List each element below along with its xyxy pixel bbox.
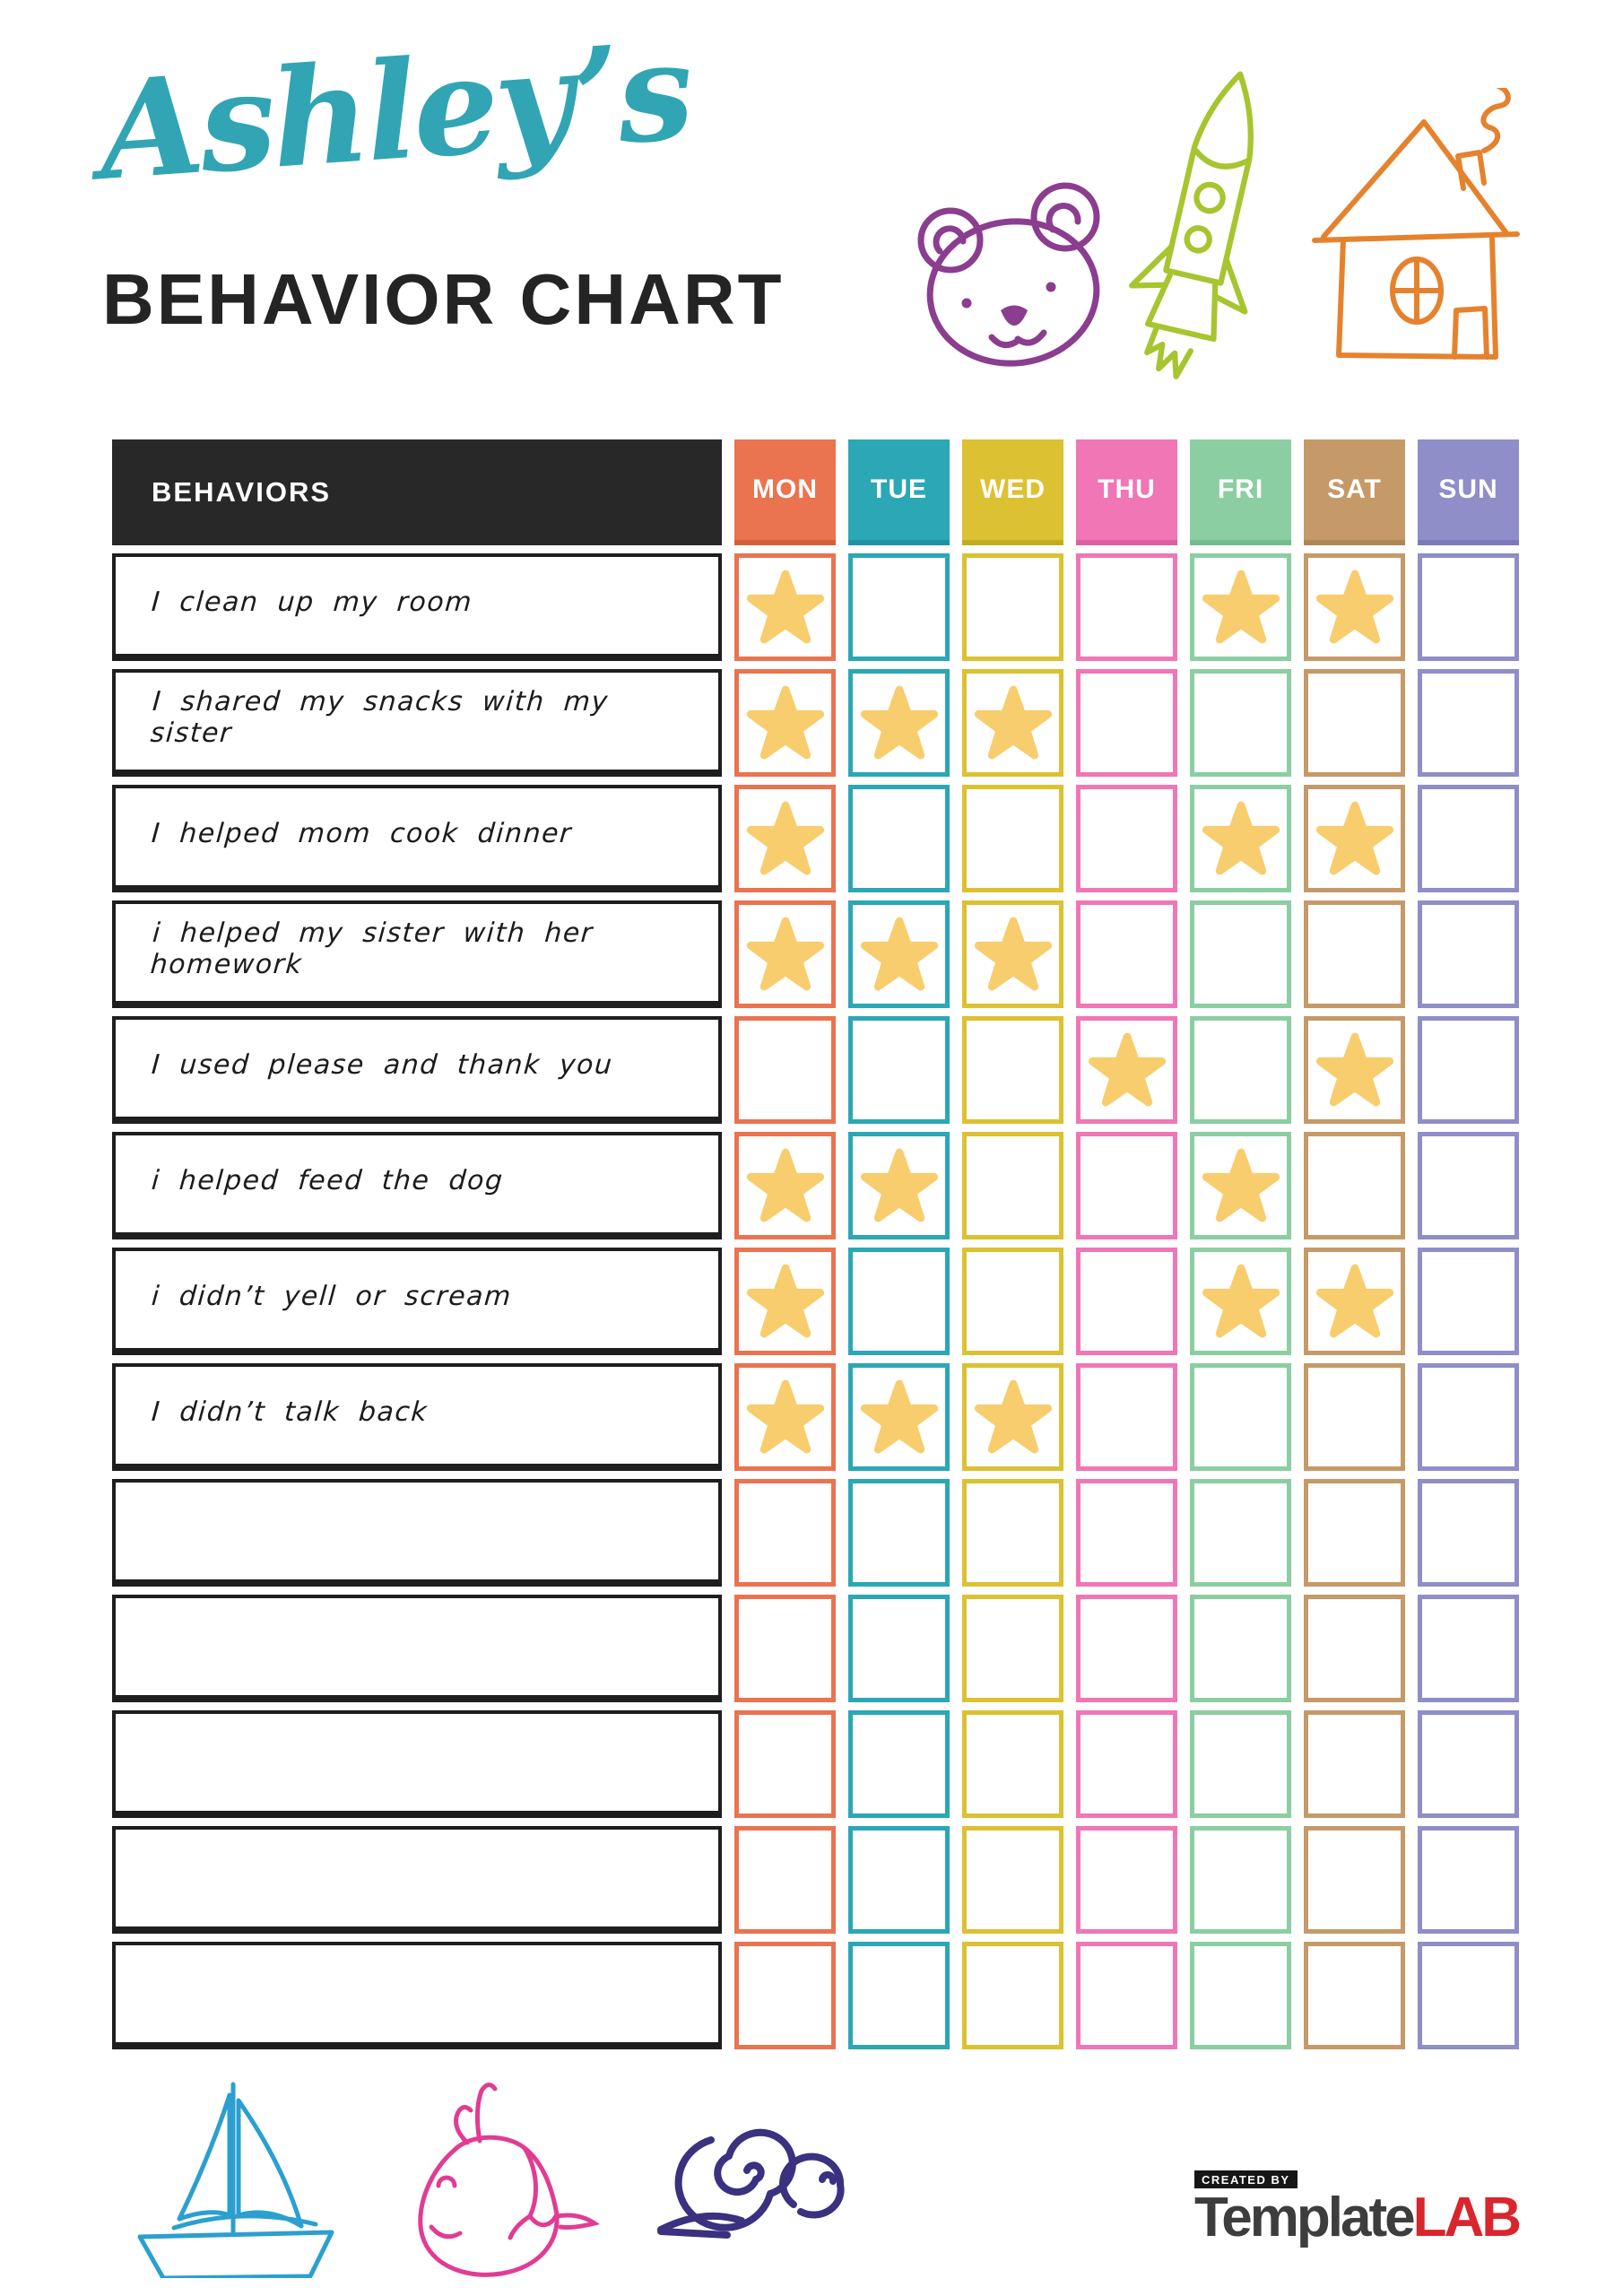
day-cell-tue[interactable]: [848, 1479, 950, 1587]
day-cell-mon[interactable]: [734, 1363, 836, 1471]
day-cell-fri[interactable]: [1190, 553, 1291, 661]
day-cell-mon[interactable]: [734, 785, 836, 892]
behavior-label: [112, 669, 722, 777]
star-icon: [974, 916, 1053, 993]
day-cell-fri[interactable]: [1190, 1132, 1291, 1239]
star-icon: [1202, 1147, 1280, 1224]
star-icon: [746, 800, 825, 877]
day-cell-thu[interactable]: [1076, 785, 1177, 892]
day-cell-sun[interactable]: [1418, 1826, 1519, 1934]
day-cell-sun[interactable]: [1418, 1363, 1519, 1471]
sailboat-icon: [126, 2074, 341, 2278]
day-cell-sat[interactable]: [1304, 900, 1405, 1008]
star-icon: [860, 1378, 939, 1456]
house-icon: [1311, 88, 1535, 368]
behavior-label: [112, 1363, 722, 1471]
behavior-label: [112, 1132, 722, 1239]
day-cell-sat[interactable]: [1304, 1132, 1405, 1239]
day-cell-tue[interactable]: [848, 1363, 950, 1471]
behavior-text: I didn’t talk back: [150, 1396, 430, 1428]
star-icon: [746, 916, 825, 993]
day-cell-fri[interactable]: [1190, 1710, 1291, 1818]
day-cell-thu[interactable]: [1076, 900, 1177, 1008]
day-cell-sat[interactable]: [1304, 1248, 1405, 1355]
chart-table: [112, 439, 1519, 2049]
day-cell-mon[interactable]: [734, 669, 836, 777]
day-cell-fri[interactable]: [1190, 1363, 1291, 1471]
day-cell-sun[interactable]: [1418, 1595, 1519, 1702]
day-cell-wed[interactable]: [962, 1479, 1063, 1587]
star-icon: [860, 684, 939, 761]
whale-icon: [381, 2058, 619, 2281]
day-cell-mon[interactable]: [734, 1132, 836, 1239]
day-cell-tue[interactable]: [848, 1248, 950, 1355]
star-icon: [746, 1263, 825, 1340]
day-cell-sat[interactable]: [1304, 669, 1405, 777]
day-header-tue: TUE: [848, 439, 950, 545]
day-cell-sat[interactable]: [1304, 1016, 1405, 1124]
day-cell-tue[interactable]: [848, 1595, 950, 1702]
star-icon: [1315, 1263, 1394, 1340]
star-icon: [746, 1147, 825, 1224]
star-icon: [974, 684, 1053, 761]
day-cell-sun[interactable]: [1418, 669, 1519, 777]
day-cell-sun[interactable]: [1418, 1248, 1519, 1355]
star-icon: [974, 1378, 1053, 1456]
day-cell-sun[interactable]: [1418, 1942, 1519, 2049]
star-icon: [1202, 800, 1280, 877]
star-icon: [746, 569, 825, 646]
brand-wordmark: [1194, 2187, 1520, 2248]
day-cell-tue[interactable]: [848, 1132, 950, 1239]
day-cell-tue[interactable]: [848, 1942, 950, 2049]
star-icon: [746, 684, 825, 761]
day-cell-fri[interactable]: [1190, 1248, 1291, 1355]
behavior-label: [112, 1595, 722, 1702]
day-cell-sat[interactable]: [1304, 1363, 1405, 1471]
behaviors-header: BEHAVIORS: [112, 439, 722, 545]
day-cell-fri[interactable]: [1190, 900, 1291, 1008]
star-icon: [1088, 1031, 1167, 1109]
behavior-text: i didn’t yell or scream: [150, 1280, 514, 1312]
day-cell-sun[interactable]: [1418, 1479, 1519, 1587]
templatelab-logo: [1194, 2170, 1519, 2246]
day-cell-tue[interactable]: [848, 1016, 950, 1124]
day-cell-wed[interactable]: [962, 1942, 1063, 2049]
day-cell-thu[interactable]: [1076, 1479, 1177, 1587]
behavior-label: [112, 900, 722, 1008]
created-by-badge: CREATED BY: [1194, 2170, 1298, 2188]
page-title: BEHAVIOR CHART: [102, 259, 785, 339]
day-cell-sat[interactable]: [1304, 1826, 1405, 1934]
star-icon: [1315, 1031, 1394, 1109]
rocket-icon: [1123, 65, 1289, 383]
day-cell-thu[interactable]: [1076, 1132, 1177, 1239]
day-cell-fri[interactable]: [1190, 1826, 1291, 1934]
day-cell-thu[interactable]: [1076, 1016, 1177, 1124]
behavior-label: [112, 785, 722, 892]
star-icon: [860, 916, 939, 993]
day-header-fri: FRI: [1190, 439, 1291, 545]
snail-icon: [641, 2115, 874, 2245]
star-icon: [1315, 569, 1394, 646]
day-cell-wed[interactable]: [962, 1248, 1063, 1355]
day-cell-wed[interactable]: [962, 900, 1063, 1008]
day-header-mon: MON: [734, 439, 836, 545]
day-cell-fri[interactable]: [1190, 1016, 1291, 1124]
day-cell-tue[interactable]: [848, 1710, 950, 1818]
star-icon: [1315, 800, 1394, 877]
day-cell-mon[interactable]: [734, 1942, 836, 2049]
day-cell-wed[interactable]: [962, 1710, 1063, 1818]
behavior-label: [112, 1248, 722, 1355]
day-cell-wed[interactable]: [962, 669, 1063, 777]
day-cell-mon[interactable]: [734, 553, 836, 661]
star-icon: [1202, 1263, 1280, 1340]
day-cell-thu[interactable]: [1076, 553, 1177, 661]
day-cell-sat[interactable]: [1304, 1479, 1405, 1587]
day-cell-fri[interactable]: [1190, 669, 1291, 777]
day-cell-mon[interactable]: [734, 1016, 836, 1124]
day-cell-sun[interactable]: [1418, 785, 1519, 892]
behavior-label: [112, 1942, 722, 2049]
day-cell-tue[interactable]: [848, 1826, 950, 1934]
day-cell-tue[interactable]: [848, 900, 950, 1008]
day-cell-sat[interactable]: [1304, 785, 1405, 892]
day-cell-wed[interactable]: [962, 1016, 1063, 1124]
behavior-label: [112, 1016, 722, 1124]
day-cell-mon[interactable]: [734, 900, 836, 1008]
day-cell-mon[interactable]: [734, 1248, 836, 1355]
behavior-text: i helped my sister with her homework: [149, 918, 595, 980]
day-cell-mon[interactable]: [734, 1710, 836, 1818]
day-cell-wed[interactable]: [962, 1363, 1063, 1471]
day-cell-sun[interactable]: [1418, 1016, 1519, 1124]
day-cell-fri[interactable]: [1190, 785, 1291, 892]
star-icon: [860, 1147, 939, 1224]
day-cell-thu[interactable]: [1076, 669, 1177, 777]
day-cell-sun[interactable]: [1418, 553, 1519, 661]
day-cell-sat[interactable]: [1304, 553, 1405, 661]
day-header-sat: SAT: [1304, 439, 1405, 545]
day-cell-fri[interactable]: [1190, 1595, 1291, 1702]
day-cell-sun[interactable]: [1418, 900, 1519, 1008]
day-cell-thu[interactable]: [1076, 1826, 1177, 1934]
day-cell-wed[interactable]: [962, 785, 1063, 892]
behavior-label: [112, 1479, 722, 1587]
brand-template: Template: [1194, 2187, 1413, 2248]
day-cell-mon[interactable]: [734, 1595, 836, 1702]
day-cell-sun[interactable]: [1418, 1132, 1519, 1239]
day-header-sun: SUN: [1418, 439, 1519, 545]
day-cell-thu[interactable]: [1076, 1710, 1177, 1818]
day-cell-thu[interactable]: [1076, 1942, 1177, 2049]
behavior-label: [112, 553, 722, 661]
behavior-text: I used please and thank you: [150, 1048, 614, 1081]
star-icon: [1202, 569, 1280, 646]
day-cell-tue[interactable]: [848, 553, 950, 661]
day-cell-thu[interactable]: [1076, 1595, 1177, 1702]
behavior-text: i helped feed the dog: [150, 1164, 505, 1196]
day-cell-sat[interactable]: [1304, 1595, 1405, 1702]
day-cell-sun[interactable]: [1418, 1710, 1519, 1818]
day-header-thu: THU: [1076, 439, 1177, 545]
day-cell-mon[interactable]: [734, 1826, 836, 1934]
star-icon: [746, 1378, 825, 1456]
day-cell-sat[interactable]: [1304, 1942, 1405, 2049]
behavior-label: [112, 1826, 722, 1934]
day-cell-fri[interactable]: [1190, 1942, 1291, 2049]
day-header-wed: WED: [962, 439, 1063, 545]
day-cell-tue[interactable]: [848, 785, 950, 892]
day-cell-thu[interactable]: [1076, 1248, 1177, 1355]
behavior-text: I helped mom cook dinner: [150, 817, 574, 849]
day-cell-wed[interactable]: [962, 553, 1063, 661]
child-name-title: Ashley’s: [93, 12, 695, 212]
behavior-label: [112, 1710, 722, 1818]
day-cell-sat[interactable]: [1304, 1710, 1405, 1818]
brand-lab: LAB: [1412, 2187, 1520, 2248]
behavior-text: I shared my snacks with my sister: [149, 686, 610, 749]
day-cell-mon[interactable]: [734, 1479, 836, 1587]
day-cell-thu[interactable]: [1076, 1363, 1177, 1471]
behavior-text: I clean up my room: [150, 586, 474, 618]
day-cell-wed[interactable]: [962, 1132, 1063, 1239]
day-cell-tue[interactable]: [848, 669, 950, 777]
day-cell-fri[interactable]: [1190, 1479, 1291, 1587]
day-cell-wed[interactable]: [962, 1595, 1063, 1702]
day-cell-wed[interactable]: [962, 1826, 1063, 1934]
